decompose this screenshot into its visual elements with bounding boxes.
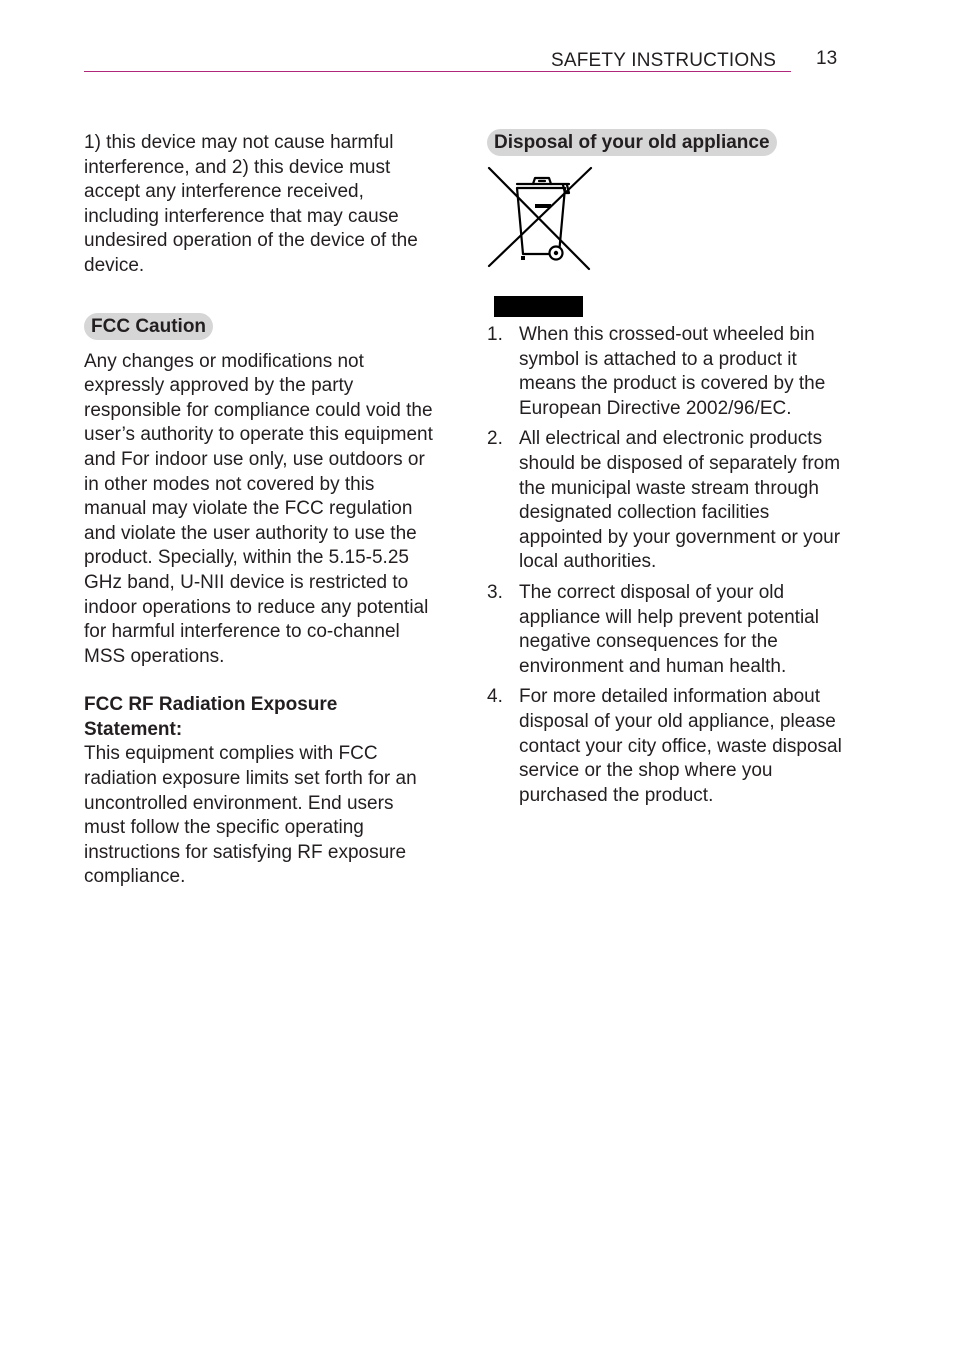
- left-column: [84, 131, 434, 890]
- list-item: [487, 323, 847, 421]
- list-item-text: All electrical and electronic products should be disposed of separately from the municipal waste stream through designated collection facilities appointed by your government or your local authorities.: [519, 428, 841, 573]
- list-item: [487, 685, 847, 808]
- list-item-number: 1.: [487, 324, 503, 345]
- list-item: [487, 427, 847, 575]
- list-item-number: 4.: [487, 686, 503, 708]
- crossed-out-wheeled-bin-icon: [487, 166, 593, 272]
- black-bar-marker: [494, 296, 583, 317]
- list-item-text: For more detailed information about disposal of your old appliance, please contact your city office, waste disposal service or the shop where you purchased the product.: [519, 686, 842, 806]
- list-item-number: 3.: [487, 581, 503, 603]
- disposal-heading: Disposal of your old appliance: [487, 129, 777, 156]
- list-item-text: When this crossed-out wheeled bin symbol is attached to a product it means the product is covered by the European Directive 2002/96/EC.: [519, 324, 826, 419]
- list-item: [487, 581, 847, 679]
- fcc-caution-body: Any changes or modifications not expressly approved by the party responsible for compliance could void the user’s authority to operate this equipment and For indoor use only, use outdoors or in other modes not covered by this manual may violate the FCC regulation and violate the user authority to use the product. Specially, within the 5.15-5.25 GHz band, U-NII device is restricted to indoor operations to reduce any potential for harmful interference to co-channel MSS operations.: [84, 350, 433, 667]
- fcc-caution-heading: FCC Caution: [84, 313, 213, 340]
- rf-exposure-body: This equipment complies with FCC radiation exposure limits set forth for an uncontrolled environment. End users must follow the specific operating instructions for satisfying RF exposure compliance.: [84, 743, 417, 888]
- intro-paragraph: 1) this device may not cause harmful interference, and 2) this device must accept any interference received, including interference that may cause undesired operation of the device of the device.: [84, 132, 418, 276]
- right-column: [487, 129, 847, 814]
- rf-exposure-heading: FCC RF Radiation Exposure Statement:: [84, 694, 338, 740]
- disposal-list: [487, 323, 847, 808]
- page-number: 13: [816, 48, 838, 69]
- list-item-text: The correct disposal of your old appliance will help prevent potential negative consequences for the environment and human health.: [519, 581, 819, 677]
- list-item-number: 2.: [487, 428, 503, 450]
- section-title: SAFETY INSTRUCTIONS: [551, 50, 777, 71]
